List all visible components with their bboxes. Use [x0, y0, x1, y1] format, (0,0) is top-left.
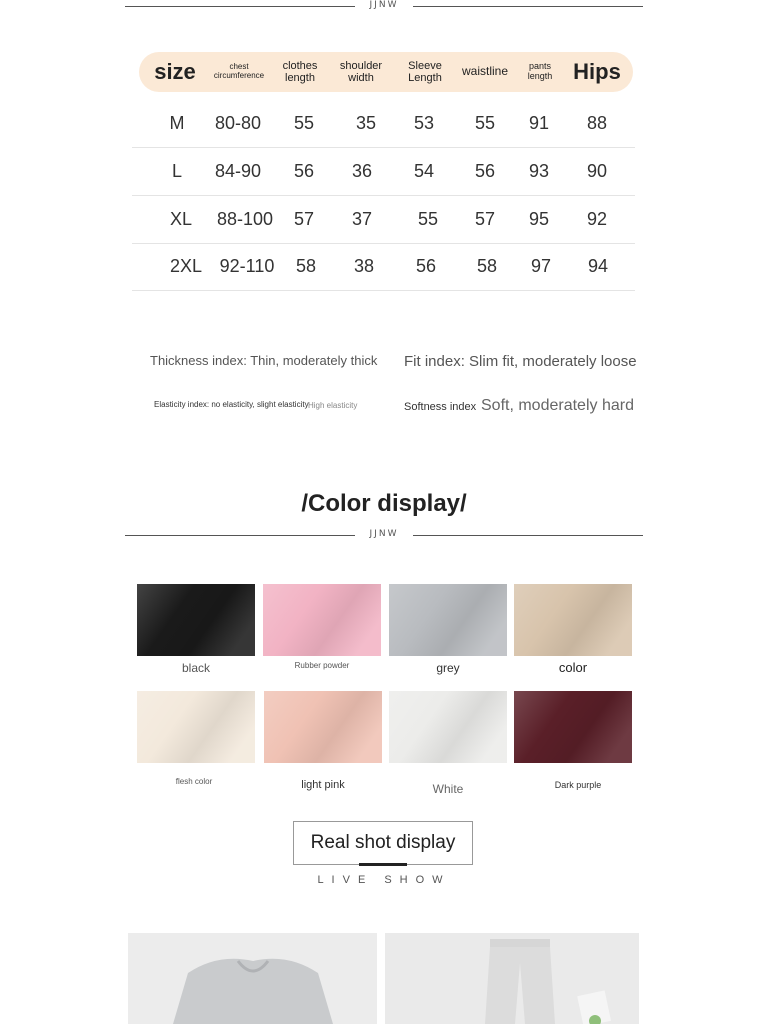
swatch-label: color — [558, 660, 588, 675]
thickness-index: Thickness index: Thin, moderately thick — [150, 353, 378, 368]
cell-chest: 88-100 — [216, 209, 274, 229]
header-hips: Hips — [573, 58, 621, 84]
header-sleeve-length: Sleeve Length — [408, 59, 442, 84]
cell-size: L — [171, 161, 182, 181]
cell-sleeve: 53 — [413, 113, 435, 133]
swatch-label: Rubber powder — [294, 661, 350, 670]
title-underline — [359, 863, 407, 866]
swatch-label: Dark purple — [554, 780, 602, 790]
cell-pants: 95 — [528, 209, 550, 229]
softness-value: Soft, moderately hard — [481, 397, 634, 414]
cell-shoulder: 37 — [351, 209, 373, 229]
cell-sleeve: 56 — [415, 256, 437, 276]
cell-hips: 94 — [587, 256, 609, 276]
cell-shoulder: 36 — [351, 161, 373, 181]
cell-size: M — [169, 113, 185, 133]
header-pants-length: pants length — [527, 61, 553, 81]
divider-line-right — [413, 535, 643, 536]
cell-sleeve: 55 — [417, 209, 439, 229]
cell-clothes-length: 55 — [293, 113, 315, 133]
cell-size: 2XL — [169, 256, 203, 276]
cell-waist: 55 — [474, 113, 496, 133]
cell-chest: 92-110 — [219, 256, 275, 276]
divider-line-left — [125, 6, 355, 7]
cell-clothes-length: 57 — [293, 209, 315, 229]
swatch-label: black — [181, 661, 210, 675]
size-table-header — [139, 52, 633, 92]
cell-waist: 58 — [476, 256, 498, 276]
table-row — [132, 243, 635, 291]
product-photo-top — [128, 933, 377, 1024]
cell-chest: 84-90 — [214, 161, 262, 181]
swatch-flesh — [137, 691, 255, 763]
pants-illustration — [385, 933, 639, 1024]
color-display-title: /Color display/ — [301, 490, 467, 517]
swatch-black — [137, 584, 255, 656]
cell-pants: 97 — [530, 256, 552, 276]
swatch-rubber-powder — [263, 584, 381, 656]
live-show-subtitle: LIVE SHOW — [317, 874, 451, 886]
cell-shoulder: 38 — [353, 256, 375, 276]
table-row — [132, 100, 635, 148]
swatch-label: light pink — [301, 779, 345, 791]
cell-clothes-length: 56 — [293, 161, 315, 181]
cell-hips: 92 — [586, 209, 608, 229]
cell-chest: 80-80 — [214, 113, 262, 133]
swatch-label: flesh color — [175, 777, 213, 786]
cell-pants: 93 — [528, 161, 550, 181]
cell-pants: 91 — [528, 113, 550, 133]
swatch-white — [389, 691, 507, 763]
product-photo-pants — [385, 933, 639, 1024]
header-chest: chest circumference — [213, 62, 265, 80]
divider-line-left — [125, 535, 355, 536]
elasticity-high: High elasticity — [308, 401, 358, 410]
shirt-illustration — [128, 933, 377, 1024]
swatch-color — [514, 584, 632, 656]
brand-logo: JJNW — [369, 529, 399, 539]
cell-sleeve: 54 — [413, 161, 435, 181]
header-size: size — [154, 58, 196, 84]
swatch-label: grey — [436, 661, 460, 675]
softness-label: Softness index — [404, 401, 477, 413]
header-clothes-length: clothes length — [282, 59, 318, 84]
brand-logo: JJNW — [369, 0, 399, 10]
header-waistline: waistline — [461, 64, 509, 79]
cell-hips: 90 — [586, 161, 608, 181]
divider-line-right — [413, 6, 643, 7]
cell-clothes-length: 58 — [295, 256, 317, 276]
swatch-label: White — [432, 782, 464, 796]
cell-shoulder: 35 — [355, 113, 377, 133]
elasticity-index: Elasticity index: no elasticity, slight elasticity — [154, 400, 309, 409]
cell-hips: 88 — [586, 113, 608, 133]
fit-index: Fit index: Slim fit, moderately loose — [404, 353, 637, 370]
cell-size: XL — [169, 209, 193, 229]
swatch-dark-purple — [514, 691, 632, 763]
table-row — [132, 196, 635, 244]
cell-waist: 56 — [474, 161, 496, 181]
cell-waist: 57 — [474, 209, 496, 229]
swatch-light-pink — [264, 691, 382, 763]
table-row — [132, 148, 635, 196]
color-divider — [125, 529, 643, 543]
swatch-grey — [389, 584, 507, 656]
header-shoulder-width: shoulder width — [339, 59, 383, 84]
real-shot-title: Real shot display — [293, 821, 473, 865]
top-divider — [125, 0, 643, 14]
